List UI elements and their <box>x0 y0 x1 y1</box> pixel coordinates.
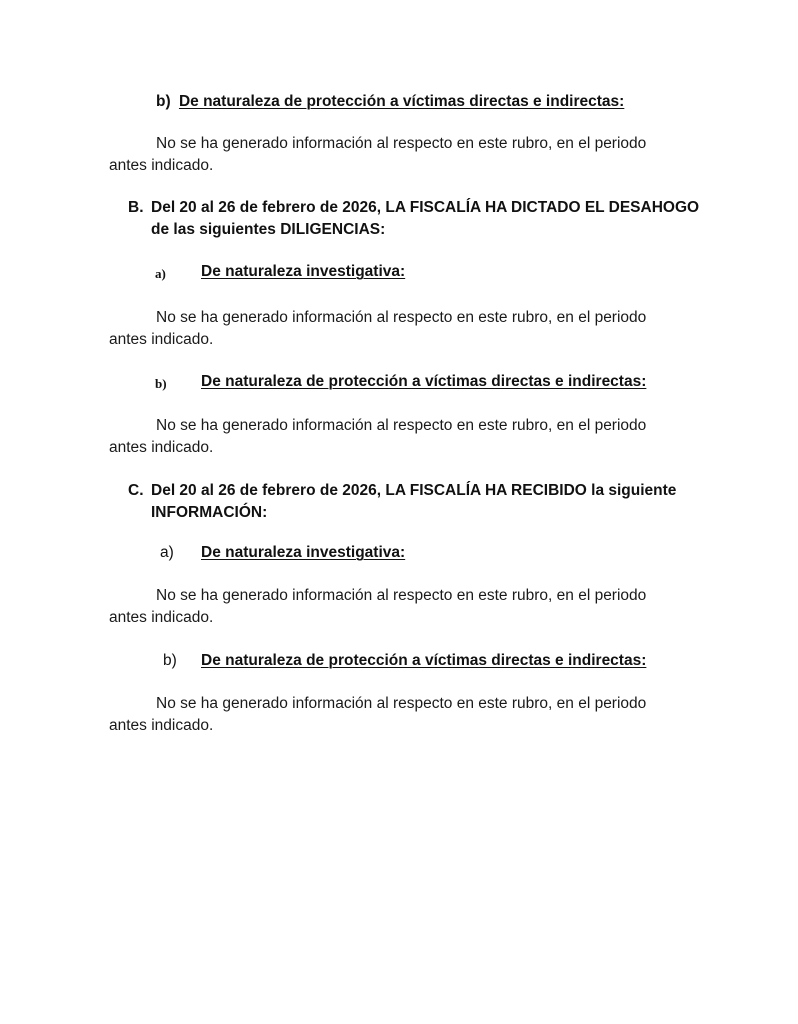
subsection-title: De naturaleza investigativa: <box>201 544 406 561</box>
paragraph-line: antes indicado. <box>109 157 214 174</box>
section-heading-line: de las siguientes DILIGENCIAS: <box>151 221 386 238</box>
paragraph-line: No se ha generado información al respecto en este rubro, en el periodo <box>156 587 647 604</box>
paragraph-line: antes indicado. <box>109 609 214 626</box>
list-marker: b) <box>155 376 167 391</box>
subsection-heading <box>156 92 624 112</box>
list-marker: b) <box>163 652 177 669</box>
subsection-title: De naturaleza de protección a víctimas directas e indirectas: <box>201 652 647 669</box>
list-marker: a) <box>155 266 166 281</box>
subsection-title: De naturaleza investigativa: <box>201 263 406 280</box>
list-marker: a) <box>160 544 174 561</box>
subsection-title: De naturaleza de protección a víctimas directas e indirectas: <box>201 373 647 390</box>
subsection-title: De naturaleza de protección a víctimas directas e indirectas: <box>178 93 625 110</box>
paragraph-line: No se ha generado información al respecto en este rubro, en el periodo <box>156 135 647 152</box>
section-heading-line: Del 20 al 26 de febrero de 2026, LA FISCALÍA HA DICTADO EL DESAHOGO <box>151 199 700 216</box>
section-marker: C. <box>128 482 144 499</box>
paragraph-line: No se ha generado información al respecto en este rubro, en el periodo <box>156 695 647 712</box>
section-heading-line: Del 20 al 26 de febrero de 2026, LA FISCALÍA HA RECIBIDO la siguiente <box>151 482 677 499</box>
paragraph-line: antes indicado. <box>109 331 214 348</box>
list-marker: b) <box>156 93 171 110</box>
section-heading-line: INFORMACIÓN: <box>151 504 268 521</box>
paragraph-line: No se ha generado información al respecto en este rubro, en el periodo <box>156 309 647 326</box>
paragraph-line: antes indicado. <box>109 717 214 734</box>
section-marker: B. <box>128 199 144 216</box>
paragraph-line: No se ha generado información al respecto en este rubro, en el periodo <box>156 417 647 434</box>
paragraph-line: antes indicado. <box>109 439 214 456</box>
